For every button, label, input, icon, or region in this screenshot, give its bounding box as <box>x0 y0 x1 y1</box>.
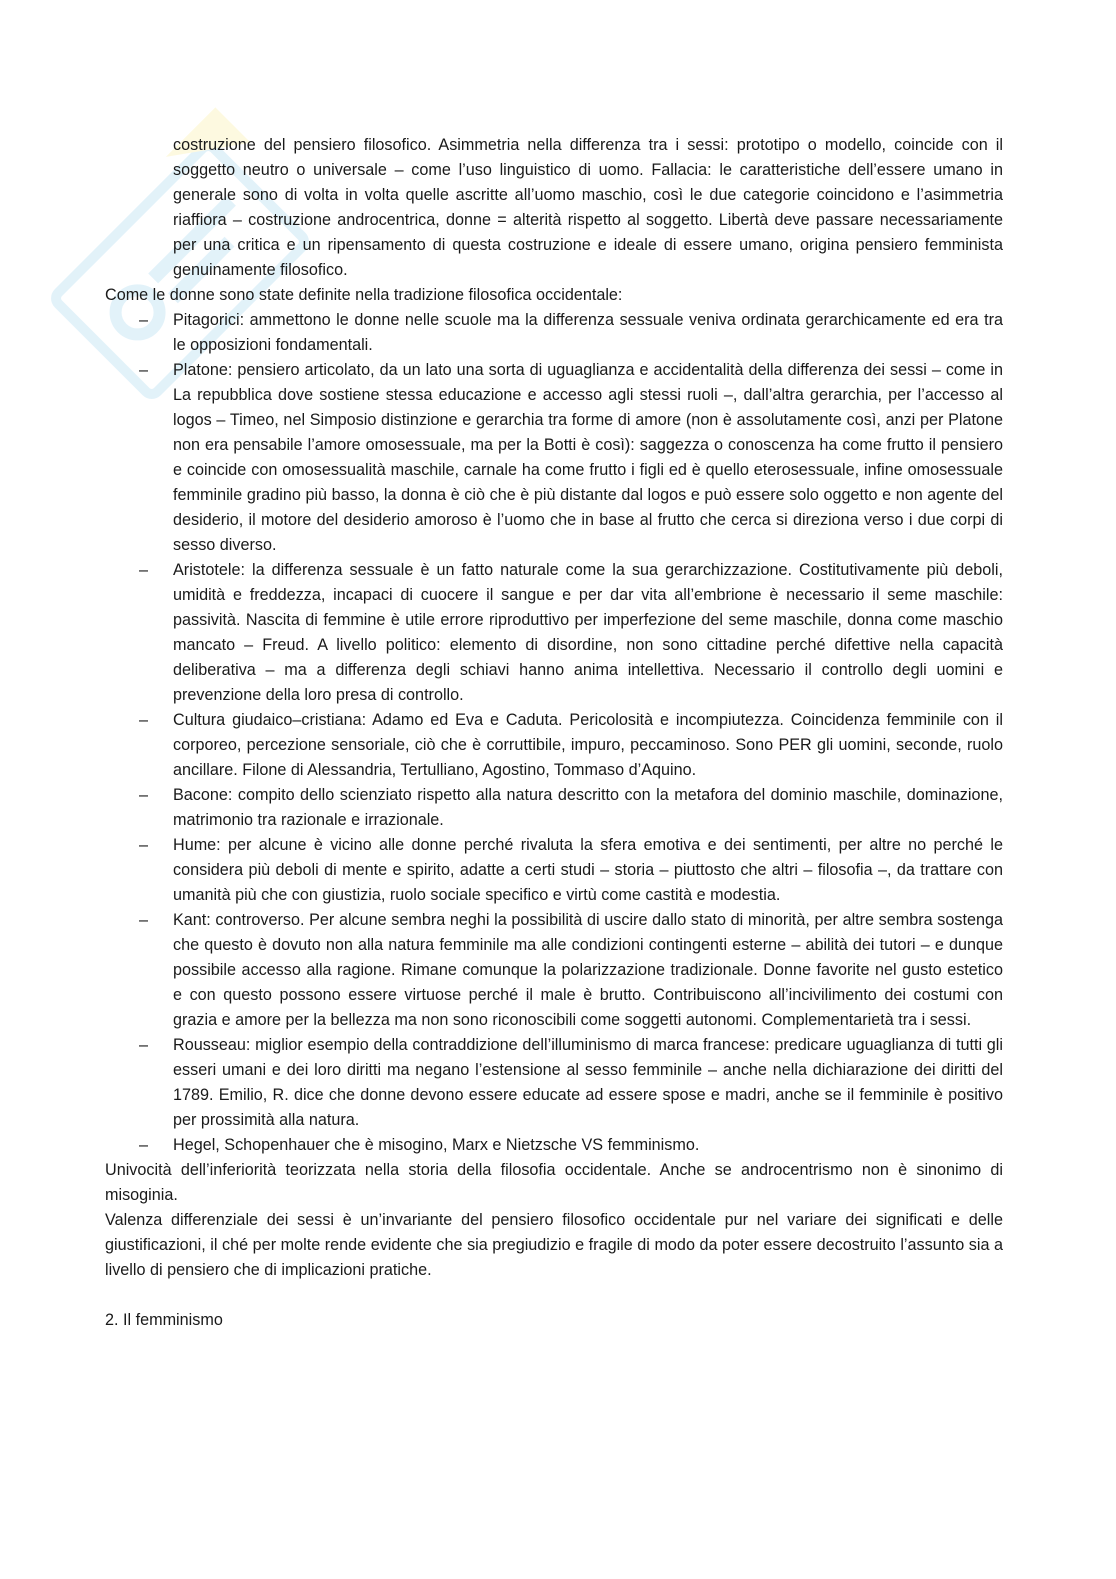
closing-paragraph-2: Valenza differenziale dei sessi è un’invariante del pensiero filosofico occidentale pur nel variare dei significati e delle giustificazioni, il ché per molte rende evidente che sia pregiudizio e fragile di modo da poter essere decostruito l’assunto sia a livello di pensiero che di implicazioni pratiche. <box>105 1211 1003 1279</box>
list-lead-line: Come le donne sono state definite nella tradizione filosofica occidentale: <box>105 286 623 304</box>
list-dash: – <box>139 836 149 854</box>
paragraph-gap <box>105 1283 1003 1308</box>
list-item-text: Bacone: compito dello scienziato rispetto alla natura descritto con la metafora del dominio maschile, dominazione, matrimonio tra razionale e irrazionale. <box>173 786 1003 829</box>
list-item-hegel <box>105 1133 1003 1158</box>
list-item-bacone <box>105 783 1003 833</box>
list-item-text: Rousseau: miglior esempio della contraddizione dell’illuminismo di marca francese: predicare uguaglianza di tutti gli esseri umani e dei loro diritti ma negano l’estensione al sesso femminile – anche nella dichiarazione dei diritti del 1789. Emilio, R. dice che donne devono essere educate ad essere spose e madri, anche se il femminile è positivo per prossimità alla natura. <box>173 1036 1003 1129</box>
list-item-platone <box>105 358 1003 558</box>
list-item-text: Kant: controverso. Per alcune sembra neghi la possibilità di uscire dallo stato di minorità, per altre sembra sostenga che questo è dovuto non alla natura femminile ma alle condizioni contingenti esterne – abilità dei tutori – e dunque possibile accesso alla ragione. Rimane comunque la polarizzazione tradizionale. Donne favorite nel gusto estetico e con questo possono essere virtuose perché il male è brutto. Contribuiscono all’incivilimento dei costumi con grazia e amore per la bellezza ma non sono riconoscibili come soggetti autonomi. Complementarietà tra i sessi. <box>173 911 1003 1029</box>
list-item-cultura-giudaico-cristiana <box>105 708 1003 783</box>
list-item-aristotele <box>105 558 1003 708</box>
list-item-text: Hegel, Schopenhauer che è misogino, Marx e Nietzsche VS femminismo. <box>173 1136 700 1154</box>
list-item-hume <box>105 833 1003 908</box>
list-dash: – <box>139 1036 149 1054</box>
list-item-text: Platone: pensiero articolato, da un lato una sorta di uguaglianza e accidentalità della differenza dei sessi – come in La repubblica dove sostiene stessa educazione e accesso agli stessi ruoli –, dall’altra gerarchia, per l’accesso al logos – Timeo, nel Simposio distinzione e gerarchia tra forme di amore (non è assolutamente così, anzi per Platone non era pensabile l’amore omosessuale, ma per la Botti è così): saggezza o conoscenza ha come frutto il pensiero e coincide con omosessualità maschile, carnale ha come frutto i figli ed è quello eterosessuale, infine omosessuale femminile gradino più basso, la donna è ciò che è più distante dal logos e può essere solo oggetto e non agente del desiderio, il motore del desiderio amoroso è l’uomo che in base al frutto che cerca si direziona verso i due corpi di sesso diverso. <box>173 361 1003 554</box>
list-item-rousseau <box>105 1033 1003 1133</box>
list-dash: – <box>139 1136 149 1154</box>
list-item-text: Hume: per alcune è vicino alle donne perché rivaluta la sfera emotiva e dei sentimenti, per altre no perché le considera più deboli di mente e spirito, adatte a certi studi – storia – piuttosto che altri – filosofia –, da trattare con umanità più che con giustizia, ruolo sociale specifico e virtù come castità e modestia. <box>173 836 1003 904</box>
intro-paragraph: costruzione del pensiero filosofico. Asimmetria nella differenza tra i sessi: prototipo o modello, coincide con il soggetto neutro o universale – come l’uso linguistico di uomo. Fallacia: le caratteristiche dell’essere umano in generale sono di volta in volta quelle ascritte all’uomo maschio, così le due categorie coincidono e l’asimmetria riaffiora – costruzione androcentrica, donne = alterità rispetto al soggetto. Libertà deve passare necessariamente per una critica e un ripensamento di questa costruzione e ideale di essere umano, origina pensiero femminista genuinamente filosofico. <box>173 136 1003 279</box>
list-dash: – <box>139 711 149 729</box>
document-body <box>105 133 1003 1333</box>
list-dash: – <box>139 911 149 929</box>
philosophers-list <box>105 308 1003 1158</box>
list-item-pitagorici <box>105 308 1003 358</box>
list-dash: – <box>139 311 149 329</box>
list-item-kant <box>105 908 1003 1033</box>
section-heading: 2. Il femminismo <box>105 1311 223 1329</box>
list-dash: – <box>139 561 149 579</box>
closing-paragraph-1: Univocità dell’inferiorità teorizzata nella storia della filosofia occidentale. Anche se androcentrismo non è sinonimo di misoginia. <box>105 1161 1003 1204</box>
list-item-text: Pitagorici: ammettono le donne nelle scuole ma la differenza sessuale veniva ordinata gerarchicamente ed era tra le opposizioni fondamentali. <box>173 311 1003 354</box>
list-dash: – <box>139 361 149 379</box>
list-item-text: Aristotele: la differenza sessuale è un fatto naturale come la sua gerarchizzazione. Costitutivamente più deboli, umidità e freddezza, incapaci di cuocere il sangue e per dar vita all’embrione è necessario il seme maschile: passività. Nascita di femmine è utile errore riproduttivo per imperfezione del seme maschile, donna come maschio mancato – Freud. A livello politico: elemento di disordine, non sono cittadine perché difettive nella capacità deliberativa – ma a differenza degli schiavi hanno anima intellettiva. Necessario il controllo degli uomini e prevenzione della loro presa di controllo. <box>173 561 1003 704</box>
list-dash: – <box>139 786 149 804</box>
list-item-text: Cultura giudaico–cristiana: Adamo ed Eva e Caduta. Pericolosità e incompiutezza. Coincidenza femminile con il corporeo, percezione sensoriale, ciò che è corruttibile, impuro, peccaminoso. Sono PER gli uomini, seconde, ruolo ancillare. Filone di Alessandria, Tertulliano, Agostino, Tommaso d’Aquino. <box>173 711 1003 779</box>
